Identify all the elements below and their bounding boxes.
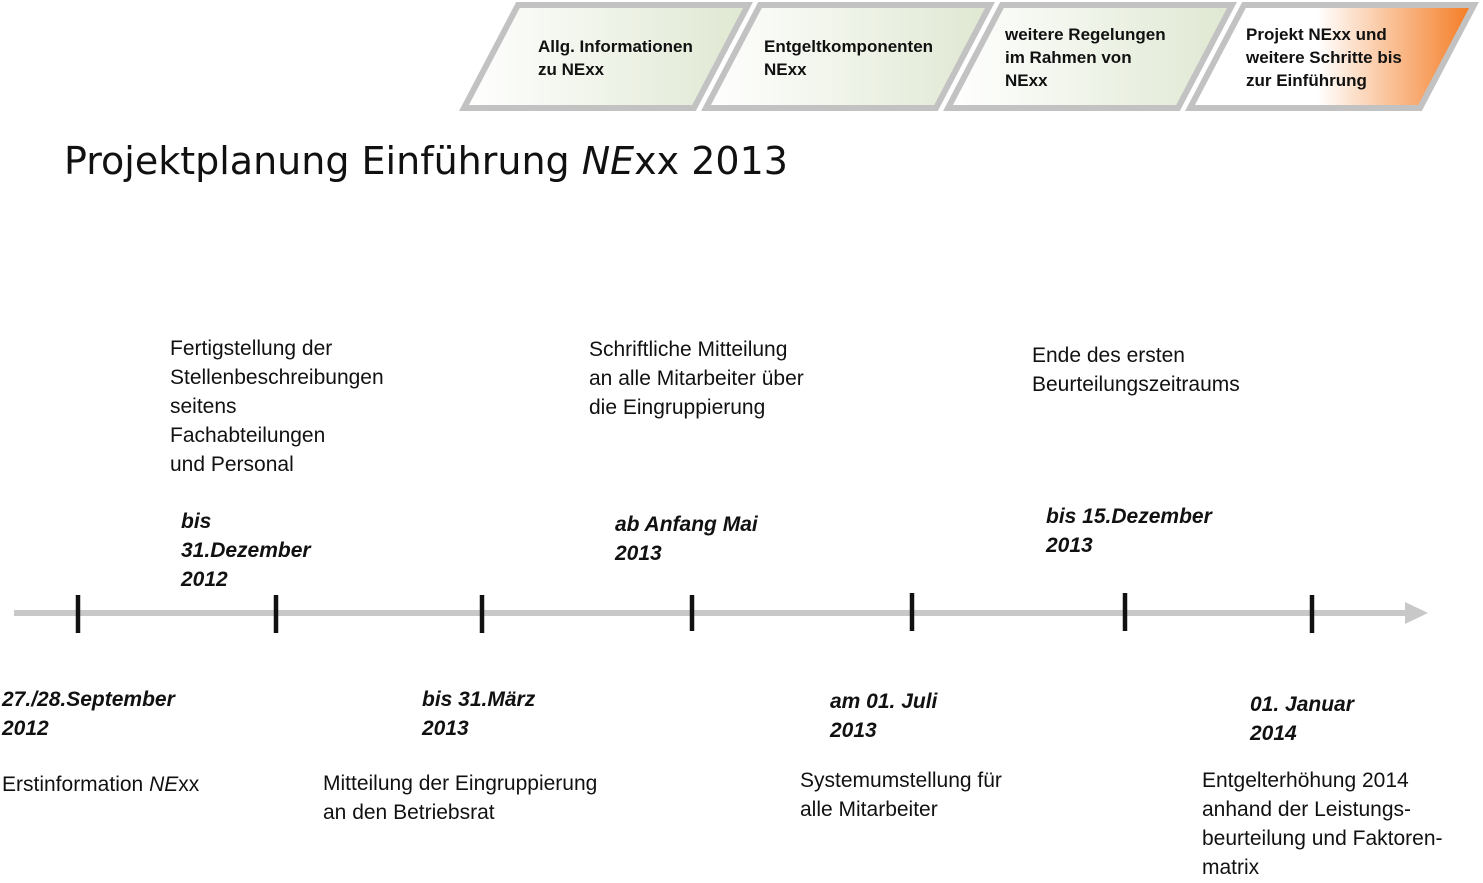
title-prefix: Projektplanung Einführung	[64, 139, 582, 183]
milestone-date-31-dezember-2012: bis 31.Dezember 2012	[181, 510, 311, 591]
page-title	[64, 136, 788, 186]
milestone-desc-stellenbeschreibungen: Fertigstellung der Stellenbeschreibungen seitens Fachabteilungen und Personal	[170, 337, 384, 476]
milestone-desc-ende-beurteilungszeitraum: Ende des ersten Beurteilungszeitraums	[1032, 344, 1240, 396]
title-italic: NE	[581, 139, 635, 183]
milestone-desc-mitteilung-betriebsrat: Mitteilung der Eingruppierung an den Betriebsrat	[323, 772, 598, 824]
milestone-date-15-dezember-2013: bis 15.Dezember 2013	[1046, 505, 1212, 557]
nav-tab-label-weitere-regelungen[interactable]: weitere Regelungen im Rahmen von NExx	[1005, 25, 1166, 90]
timeline-arrowhead	[1405, 602, 1428, 624]
erstinformation-suffix: xx	[178, 773, 200, 796]
nav-tab-label-allg-informationen[interactable]: Allg. Informationen zu NExx	[538, 37, 693, 79]
process-nav	[0, 0, 1483, 120]
erstinformation-prefix: Erstinformation	[2, 773, 150, 796]
milestone-date-31-maerz-2013: bis 31.März 2013	[422, 688, 536, 740]
nav-tab-label-entgeltkomponenten[interactable]: Entgeltkomponenten NExx	[764, 37, 934, 79]
milestone-date-27-28-september-2012: 27./28.September 2012	[2, 688, 175, 740]
milestone-desc-entgelterhoehung: Entgelterhöhung 2014 anhand der Leistungs- beurteilung und Faktoren- matrix	[1202, 769, 1443, 879]
erstinformation-italic: NE	[149, 773, 179, 796]
milestone-date-anfang-mai-2013: ab Anfang Mai 2013	[615, 513, 758, 565]
milestone-desc-schriftliche-mitteilung: Schriftliche Mitteilung an alle Mitarbeiter über die Eingruppierung	[589, 338, 804, 419]
milestone-date-01-januar-2014: 01. Januar 2014	[1250, 693, 1354, 745]
milestone-date-01-juli-2013: am 01. Juli 2013	[830, 690, 938, 742]
timeline-axis	[0, 585, 1483, 645]
nav-tab-label-projekt-nexx[interactable]: Projekt NExx und weitere Schritte bis zur Einführung	[1246, 25, 1402, 90]
milestone-desc-erstinformation	[2, 770, 199, 799]
milestone-desc-systemumstellung: Systemumstellung für alle Mitarbeiter	[800, 769, 1002, 821]
title-suffix: xx 2013	[634, 139, 788, 183]
